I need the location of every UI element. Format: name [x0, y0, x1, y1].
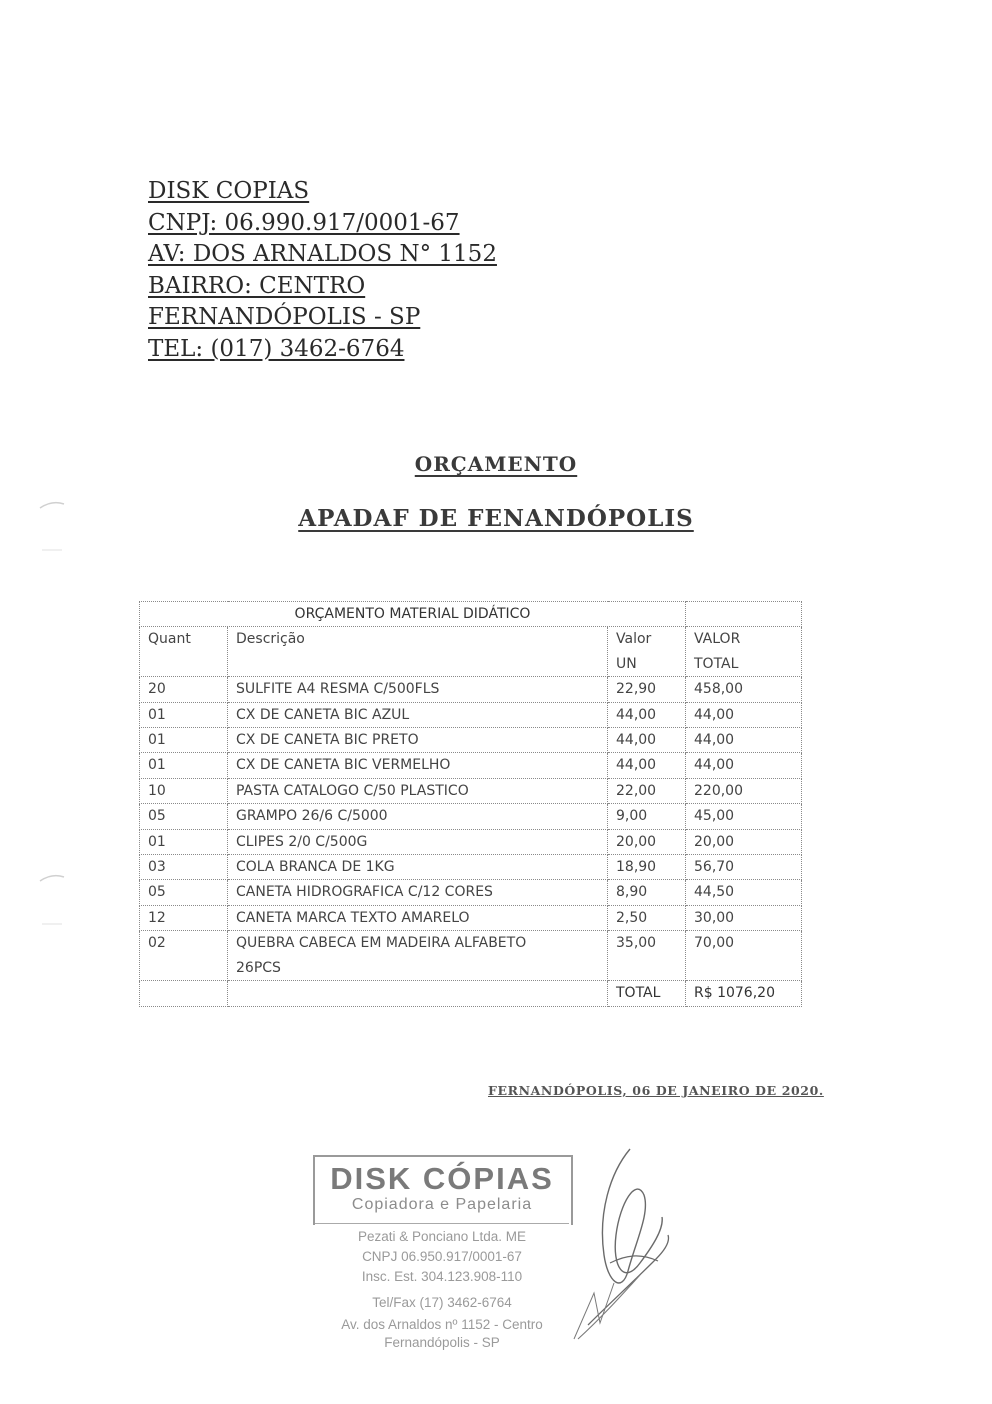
table-total-row: [140, 981, 802, 1006]
company-stamp: [313, 1155, 571, 1373]
row-description: SULFITE A4 RESMA C/500FLS: [228, 677, 608, 702]
company-district: BAIRRO: CENTRO: [148, 272, 366, 299]
col-header-valor-un-line2: UN: [616, 655, 637, 672]
stamp-city: Fernandópolis - SP: [384, 1335, 500, 1350]
company-header: [148, 176, 497, 365]
signature-mark: [570, 1143, 680, 1343]
row-unit-price: 9,00: [608, 804, 686, 829]
col-header-valor-un: [608, 627, 686, 677]
row-total: 44,00: [686, 702, 802, 727]
col-header-quant: Quant: [140, 627, 228, 677]
row-quant: 12: [140, 905, 228, 930]
punch-hole-mark: [38, 544, 66, 554]
total-label: TOTAL: [608, 981, 686, 1006]
row-quant: 10: [140, 778, 228, 803]
row-quant: 01: [140, 829, 228, 854]
company-cnpj: CNPJ: 06.990.917/0001-67: [148, 209, 460, 236]
col-header-valor-un-line1: Valor: [616, 631, 652, 648]
table-caption-row: [140, 602, 802, 627]
stamp-subtitle: Copiadora e Papelaria: [351, 1196, 533, 1213]
row-quant: 05: [140, 804, 228, 829]
row-unit-price: 2,50: [608, 905, 686, 930]
row-description: CLIPES 2/0 C/500G: [228, 829, 608, 854]
row-description-line2: 26PCS: [236, 959, 281, 976]
stamp-address: Av. dos Arnaldos nº 1152 - Centro: [341, 1317, 543, 1332]
row-total: 220,00: [686, 778, 802, 803]
punch-hole-mark: [38, 500, 66, 510]
row-description: COLA BRANCA DE 1KG: [228, 855, 608, 880]
row-unit-price: 44,00: [608, 702, 686, 727]
table-cell: [228, 981, 608, 1006]
table-row: [140, 753, 802, 778]
col-header-descricao: Descrição: [228, 627, 608, 677]
row-description: CANETA MARCA TEXTO AMARELO: [228, 905, 608, 930]
table-row: [140, 855, 802, 880]
company-city: FERNANDÓPOLIS - SP: [148, 304, 421, 330]
row-unit-price: 35,00: [608, 931, 686, 981]
row-total: 20,00: [686, 829, 802, 854]
row-total: 30,00: [686, 905, 802, 930]
stamp-name: DISK CÓPIAS: [330, 1161, 554, 1196]
row-quant: 05: [140, 880, 228, 905]
row-description: CANETA HIDROGRAFICA C/12 CORES: [228, 880, 608, 905]
row-unit-price: 8,90: [608, 880, 686, 905]
table-row: [140, 880, 802, 905]
stamp-divider: [315, 1223, 569, 1224]
row-total: 45,00: [686, 804, 802, 829]
row-unit-price: 44,00: [608, 753, 686, 778]
row-total: 44,50: [686, 880, 802, 905]
row-description: CX DE CANETA BIC VERMELHO: [228, 753, 608, 778]
col-header-valor-total-line2: TOTAL: [694, 655, 739, 672]
col-header-valor-total: [686, 627, 802, 677]
company-address: AV: DOS ARNALDOS N° 1152: [148, 241, 497, 267]
table-caption: ORÇAMENTO MATERIAL DIDÁTICO: [140, 602, 686, 627]
row-unit-price: 22,90: [608, 677, 686, 702]
total-value: R$ 1076,20: [686, 981, 802, 1006]
row-quant: 20: [140, 677, 228, 702]
table-row: [140, 905, 802, 930]
row-total: 44,00: [686, 753, 802, 778]
table-row: [140, 931, 802, 981]
stamp-company-legal: Pezati & Ponciano Ltda. ME: [357, 1229, 527, 1244]
row-total: 458,00: [686, 677, 802, 702]
row-description: PASTA CATALOGO C/50 PLASTICO: [228, 778, 608, 803]
row-description: CX DE CANETA BIC AZUL: [228, 702, 608, 727]
row-total: 70,00: [686, 931, 802, 981]
stamp-state-registration: Insc. Est. 304.123.908-110: [361, 1269, 523, 1284]
table-row: [140, 804, 802, 829]
row-description: CX DE CANETA BIC PRETO: [228, 728, 608, 753]
table-cell: [686, 602, 802, 627]
row-total: 56,70: [686, 855, 802, 880]
row-unit-price: 44,00: [608, 728, 686, 753]
stamp-phone: Tel/Fax (17) 3462-6764: [372, 1295, 512, 1310]
table-row: [140, 829, 802, 854]
table-row: [140, 778, 802, 803]
document-subtitle: APADAF DE FENANDÓPOLIS: [298, 505, 694, 532]
row-description: GRAMPO 26/6 C/5000: [228, 804, 608, 829]
row-quant: 02: [140, 931, 228, 981]
table-header-row: [140, 627, 802, 677]
row-quant: 01: [140, 702, 228, 727]
row-total: 44,00: [686, 728, 802, 753]
row-quant: 01: [140, 728, 228, 753]
punch-hole-mark: [38, 918, 66, 928]
budget-table: [139, 601, 802, 1007]
punch-hole-mark: [38, 873, 66, 883]
row-unit-price: 20,00: [608, 829, 686, 854]
col-header-valor-total-line1: VALOR: [694, 631, 741, 648]
row-quant: 01: [140, 753, 228, 778]
company-name: DISK COPIAS: [148, 178, 310, 204]
row-unit-price: 22,00: [608, 778, 686, 803]
company-phone: TEL: (017) 3462-6764: [148, 335, 405, 362]
row-description-line1: QUEBRA CABECA EM MADEIRA ALFABETO: [236, 935, 527, 952]
table-cell: [140, 981, 228, 1006]
row-description: [228, 931, 608, 981]
row-quant: 03: [140, 855, 228, 880]
table-row: [140, 702, 802, 727]
table-row: [140, 677, 802, 702]
date-line: FERNANDÓPOLIS, 06 DE JANEIRO DE 2020.: [488, 1083, 824, 1098]
row-unit-price: 18,90: [608, 855, 686, 880]
document-title: ORÇAMENTO: [414, 452, 578, 476]
table-row: [140, 728, 802, 753]
stamp-cnpj: CNPJ 06.950.917/0001-67: [362, 1249, 522, 1264]
